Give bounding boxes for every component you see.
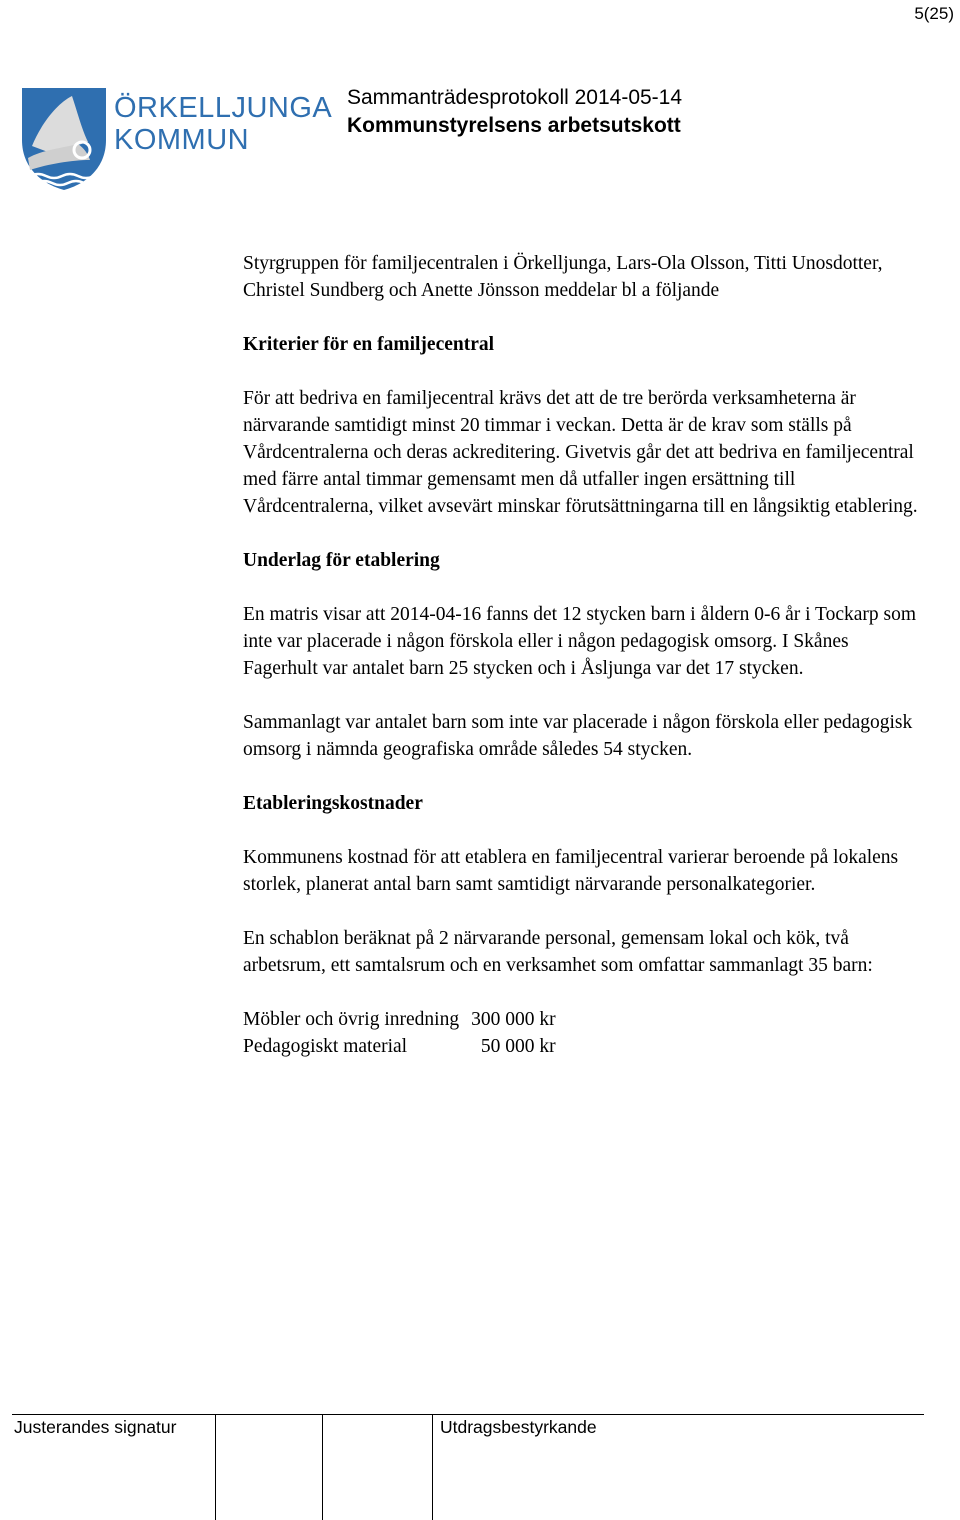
- protocol-title: Sammanträdesprotokoll 2014-05-14: [347, 86, 683, 109]
- heading-costs: Etableringskostnader: [243, 793, 423, 814]
- municipality-logo: [18, 84, 333, 194]
- logo-wordmark: [114, 92, 332, 156]
- template-paragraph: En schablon beräknat på 2 närvarande personal, gemensam lokal och kök, två arbetsrum, ett samtalsrum och en verksamhet som omfattar sammanlagt 35 barn:: [243, 928, 873, 976]
- footer-divider: [12, 1414, 924, 1415]
- cost-item: Möbler och övrig inredning: [243, 1009, 460, 1030]
- footer-column-divider: [432, 1414, 433, 1520]
- cost-amount: 50 000 kr: [480, 1036, 556, 1057]
- document-body: [243, 250, 923, 1060]
- cost-amount: 300 000 kr: [471, 1009, 556, 1030]
- committee-name: Kommunstyrelsens arbetsutskott: [347, 114, 681, 137]
- intro-paragraph: Styrgruppen för familjecentralen i Örkelljunga, Lars-Ola Olsson, Titti Unosdotter, Christel Sundberg och Anette Jönsson meddelar bl a följande: [243, 253, 883, 301]
- cost-table: [243, 1006, 556, 1060]
- logo-name-line1: ÖRKELLJUNGA: [114, 92, 333, 124]
- signature-label: Justerandes signatur: [14, 1417, 177, 1437]
- heading-basis: Underlag för etablering: [243, 550, 440, 571]
- logo-name-line2: KOMMUN: [114, 124, 250, 156]
- footer-column-divider: [215, 1414, 216, 1520]
- cost-item: Pedagogiskt material: [243, 1036, 408, 1057]
- criteria-paragraph: För att bedriva en familjecentral krävs det att de tre berörda verksamheterna är närvarande samtidigt minst 20 timmar i veckan. Detta är de krav som ställs på Vårdcentralerna och deras ackreditering. Givetvis går det att bedriva en familjecentral med färre antal timmar gemensamt men då utfaller ingen ersättning till Vårdcentralerna, vilket avsevärt minskar förutsättningarna till en långsiktig etablering.: [243, 388, 918, 517]
- basis-paragraph: En matris visar att 2014-04-16 fanns det 12 stycken barn i åldern 0-6 år i Tockarp som inte var placerade i någon förskola eller i någon pedagogisk omsorg. I Skånes Fagerhult var antalet barn 25 stycken och i Åsljunga var det 17 stycken.: [243, 604, 917, 679]
- costs-paragraph: Kommunens kostnad för att etablera en familjecentral varierar beroende på lokalens storlek, planerat antal barn samt samtidigt närvarande personalkategorier.: [243, 847, 899, 895]
- cost-row: [243, 1033, 556, 1060]
- total-children-paragraph: Sammanlagt var antalet barn som inte var placerade i någon förskola eller pedagogisk omsorg i nämnda geografiska område således 54 stycken.: [243, 712, 913, 760]
- extract-label: Utdragsbestyrkande: [440, 1417, 597, 1437]
- page-number: 5(25): [914, 4, 954, 23]
- coat-of-arms-icon: [18, 84, 110, 192]
- heading-criteria: Kriterier för en familjecentral: [243, 334, 495, 355]
- cost-row: [243, 1006, 556, 1033]
- footer-column-divider: [322, 1414, 323, 1520]
- document-header: [347, 84, 682, 140]
